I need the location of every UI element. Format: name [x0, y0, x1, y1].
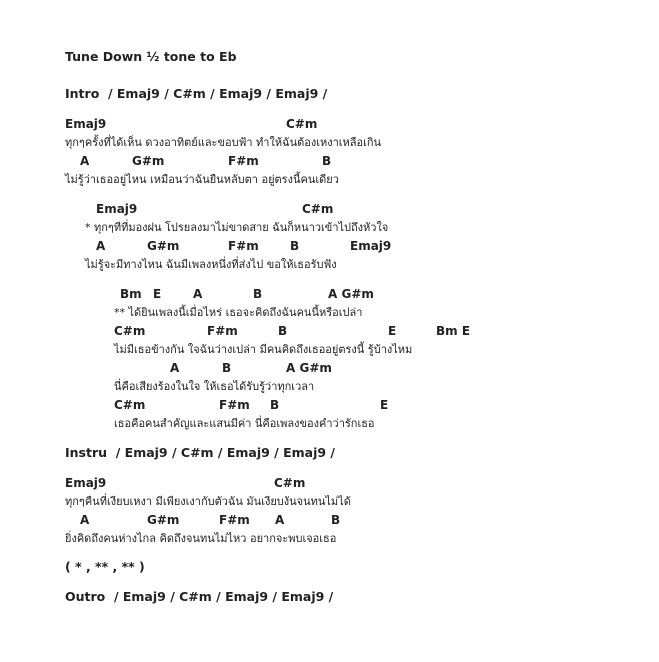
chord: C#m — [114, 398, 146, 412]
chord: Emaj9 — [96, 202, 138, 216]
repeat-line: ( * , ** , ** ) — [65, 559, 145, 574]
lyric-line: * ทุกๆทีที่มองฝน โปรยลงมาไม่ขาดสาย ฉันก็หนาวเข้าไปถึงหัวใจ — [85, 221, 389, 234]
chord: B — [222, 361, 232, 375]
chord: C#m — [302, 202, 334, 216]
chord: A G#m — [286, 361, 332, 375]
chord: Bm — [120, 287, 142, 301]
chord: F#m — [219, 398, 250, 412]
lyric-line: ไม่รู้จะมีทางไหน ฉันมีเพลงหนึ่งที่ส่งไป ขอให้เธอรับฟัง — [85, 258, 337, 271]
chord: B — [322, 154, 332, 168]
instru-line: Instru / Emaj9 / C#m / Emaj9 / Emaj9 / — [65, 445, 335, 460]
chord: E — [388, 324, 397, 338]
lyric-line: ** ได้ยินเพลงนี้เมื่อไหร่ เธอจะคิดถึงฉันคนนี้หรือเปล่า — [114, 306, 363, 319]
lyric-line: เธอคือคนสำคัญและแสนมีค่า นี่คือเพลงของคำว่ารักเธอ — [114, 417, 375, 430]
chord: Bm E — [436, 324, 471, 338]
chord: Emaj9 — [65, 476, 107, 490]
chord: B — [278, 324, 288, 338]
intro-line: Intro / Emaj9 / C#m / Emaj9 / Emaj9 / — [65, 86, 328, 101]
chord: B — [290, 239, 300, 253]
chord: Emaj9 — [65, 117, 107, 131]
chord: A G#m — [328, 287, 374, 301]
chord: C#m — [286, 117, 318, 131]
chord: G#m — [132, 154, 165, 168]
chord: B — [253, 287, 263, 301]
chord: B — [270, 398, 280, 412]
chord: C#m — [114, 324, 146, 338]
chord: Emaj9 — [350, 239, 392, 253]
chord: A — [80, 513, 90, 527]
tuning-note: Tune Down ½ tone to Eb — [65, 49, 237, 64]
lyric-line: ทุกๆคืนที่เงียบเหงา มีเพียงเงากับตัวฉัน มันเงียบงันจนทนไม่ได้ — [65, 495, 351, 508]
lyric-line: ยิ่งคิดถึงคนห่างไกล คิดถึงจนทนไม่ไหว อยากจะพบเจอเธอ — [65, 532, 337, 545]
chord: A — [170, 361, 180, 375]
chord: A — [80, 154, 90, 168]
lyric-line: นี่คือเสียงร้องในใจ ให้เธอได้รับรู้ว่าทุกเวลา — [114, 380, 315, 393]
chord: A — [96, 239, 106, 253]
outro-line: Outro / Emaj9 / C#m / Emaj9 / Emaj9 / — [65, 589, 334, 604]
chord: A — [275, 513, 285, 527]
chord: B — [331, 513, 341, 527]
lyric-line: ไม่มีเธอข้างกัน ใจฉันว่างเปล่า มีคนคิดถึงเธออยู่ตรงนี้ รู้บ้างไหม — [114, 343, 413, 356]
chord: G#m — [147, 513, 180, 527]
chord: E — [153, 287, 162, 301]
chord: E — [380, 398, 389, 412]
chord: G#m — [147, 239, 180, 253]
lyric-line: ทุกๆครั้งที่ได้เห็น ดวงอาทิตย์และขอบฟ้า ทำให้ฉันต้องเหงาเหลือเกิน — [65, 136, 382, 149]
chord: F#m — [228, 154, 259, 168]
lyric-line: ไม่รู้ว่าเธออยู่ไหน เหมือนว่าฉันยืนหลับตา อยู่ตรงนี้คนเดียว — [65, 173, 339, 186]
chord: F#m — [207, 324, 238, 338]
chord: F#m — [228, 239, 259, 253]
chord: A — [193, 287, 203, 301]
chord: C#m — [274, 476, 306, 490]
chord: F#m — [219, 513, 250, 527]
